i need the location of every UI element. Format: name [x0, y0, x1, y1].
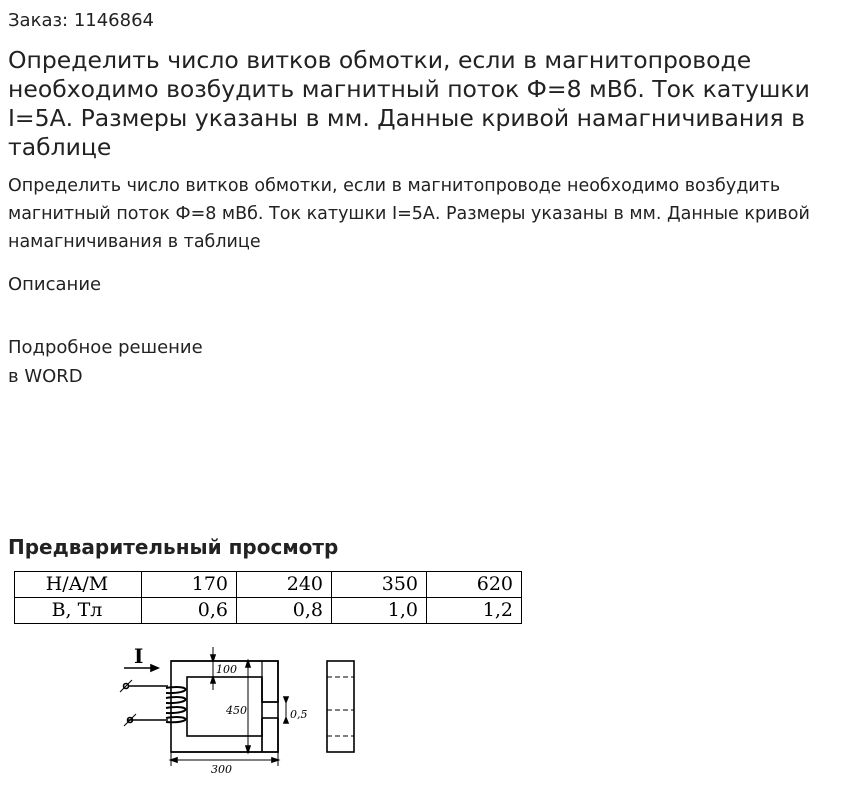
table-cell: 240 [237, 572, 332, 598]
table-row [15, 572, 522, 598]
core-side-view [327, 661, 354, 752]
order-number: Заказ: 1146864 [8, 10, 154, 31]
dim-label-width: 300 [211, 763, 232, 776]
preview-heading: Предварительный просмотр [8, 535, 339, 559]
coil-winding [166, 687, 186, 722]
table-cell: 0,8 [237, 598, 332, 624]
description-label: Описание [8, 274, 102, 295]
magnetic-core-diagram [110, 642, 370, 776]
table-cell: 350 [332, 572, 427, 598]
page-title: Определить число витков обмотки, если в магнитопроводе необходимо возбудить магнитный поток Ф=8 мВб. Ток катушки I=5А. Размеры указаны в мм. Данные кривой намагничивания в таблице [8, 46, 810, 161]
core-window [187, 677, 262, 736]
table-row [15, 598, 522, 624]
task-description: Определить число витков обмотки, если в магнитопроводе необходимо возбудить магнитный поток Ф=8 мВб. Ток катушки I=5А. Размеры указаны в мм. Данные кривой намагничивания в таблице [8, 176, 810, 252]
solution-format: в WORD [8, 366, 83, 387]
table-cell: 1,2 [427, 598, 522, 624]
table-cell: 620 [427, 572, 522, 598]
dim-label-top: 100 [216, 663, 237, 676]
dim-label-gap: 0,5 [290, 708, 308, 721]
current-label: I [134, 644, 144, 668]
solution-label: Подробное решение [8, 337, 203, 358]
table-cell: 0,6 [142, 598, 237, 624]
table-cell: H/A/M [15, 572, 142, 598]
table-cell: 170 [142, 572, 237, 598]
dim-label-height: 450 [226, 704, 247, 717]
magnetization-table [14, 571, 522, 624]
table-cell: B, Тл [15, 598, 142, 624]
table-cell: 1,0 [332, 598, 427, 624]
